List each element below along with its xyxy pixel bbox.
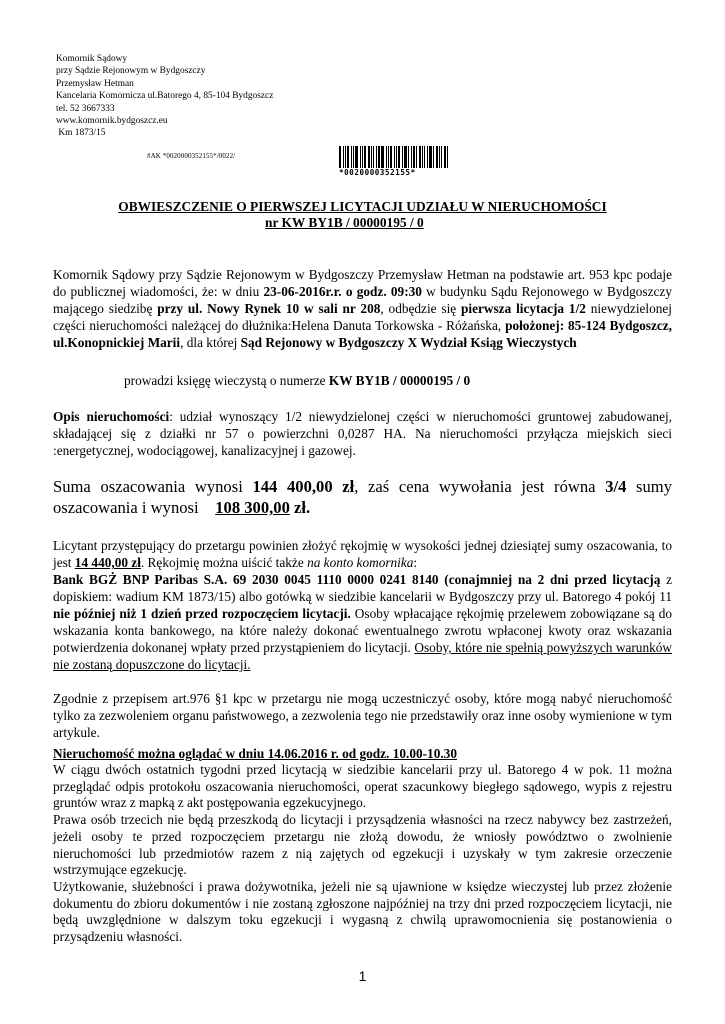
barcode-stripe <box>345 146 346 168</box>
barcode-stripe <box>386 146 387 168</box>
barcode-stripe <box>394 146 395 168</box>
barcode-stripe <box>419 146 421 168</box>
header-line: Komornik Sądowy <box>56 54 128 64</box>
easements-text: Użytkowanie, służebności i prawa dożywotnika, jeżeli nie są ujawnione w księdze wieczystej lub przez złożenie dokumentu do zbioru dokumentów i nie zostaną zgłoszone najpóźniej na trzy dni przed rozpoczęciem licytacji, nie będą uwzględnione w dalszym toku egzekucji i wygasną z chwilą uprawomocnienia się postanowienia o przysądzeniu własności. <box>53 878 672 945</box>
barcode-stripe <box>427 146 428 168</box>
barcode-stripe <box>355 146 358 168</box>
participant-restriction: Zgodnie z przepisem art.976 §1 kpc w przetargu nie mogą uczestniczyć osoby, które mogą nabyć nieruchomość tylko za zezwoleniem organu państwowego, a zezwolenia tego nie przedstawiły oraz inne osoby wymienione w tym artykule. <box>53 691 672 740</box>
barcode-stripe <box>408 146 409 168</box>
barcode-stripe <box>404 146 407 168</box>
page-number: 1 <box>358 968 367 984</box>
barcode-stripe <box>360 146 361 168</box>
barcode-stripe <box>378 146 380 168</box>
barcode-stripe <box>362 146 363 168</box>
barcode-stripe <box>368 146 370 168</box>
barcode-stripe <box>381 146 384 168</box>
header-line: Km 1873/15 <box>56 128 106 139</box>
barcode-stripe <box>402 146 403 168</box>
barcode-stripe <box>390 146 392 168</box>
barcode-stripe <box>433 146 434 168</box>
notice-title: OBWIESZCZENIE O PIERWSZEJ LICYTACJI UDZIAŁU W NIERUCHOMOŚCI <box>118 199 607 214</box>
barcode-stripe <box>351 146 352 168</box>
barcode-stripe <box>396 146 397 168</box>
barcode-stripe <box>347 146 349 168</box>
auction-announcement: Komornik Sądowy przy Sądzie Rejonowym w Bydgoszczy Przemysław Hetman na podstawie art. 953 kpc podaje do publicznej wiadomości, że: w dniu 23-06-2016r.r. o godz. 09:30 w budynku Sądu Rejonowego w Bydgoszczy mającego siedzibę przy ul. Nowy Rynek 10 w sali nr 208, odbędzie się pierwsza licytacja 1/2 niewydzielonej części nieruchomości należącej do dłużnika:Helena Danuta Torkowska - Różańska, położonej: 85-124 Bydgoszcz, ul.Konopnickiej Marii, dla której Sąd Rejonowy w Bydgoszczy X Wydział Ksiąg Wieczystych <box>53 267 673 350</box>
header-line: www.komornik.bydgoszcz.eu <box>56 116 168 127</box>
barcode-stripe <box>343 146 344 168</box>
header-line: Przemysław Hetman <box>56 78 134 89</box>
barcode-stripe <box>416 146 417 168</box>
barcode-stripe <box>413 146 415 168</box>
barcode-stripe <box>373 146 374 168</box>
valuation-paragraph: Suma oszacowania wynosi 144 400,00 zł, zaś cena wywołania jest równa 3/4 sumy oszacowania i wynosi 108 300,00 zł. <box>53 477 677 517</box>
barcode-stripe <box>339 146 341 168</box>
viewing-date: Nieruchomość można oglądać w dniu 14.06.2016 r. od godz. 10.00-10.30 <box>53 746 457 761</box>
documents-review-text: W ciągu dwóch ostatnich tygodni przed licytacją w siedzibie kancelarii przy ul. Batorego 4 w pok. 11 można przeglądać odpis protokołu oszacowania nieruchomości, operat szacunkowy biegłego sądowego, wypis z rejestru gruntów wraz z mapką z akt postępowania egzekucyjnego. <box>53 762 672 811</box>
barcode-stripe <box>364 146 366 168</box>
barcode-text: *0020000352155* <box>339 168 416 177</box>
barcode-stripe <box>429 146 432 168</box>
barcode-stripe <box>436 146 438 168</box>
property-description: Opis nieruchomości: udział wynoszący 1/2 niewydzielonej części w nieruchomości gruntowej zabudowanej, składającej się z działki nr 57 o powierzchni 0,0287 HA. Na nieruchomości przyłącza miejskich sieci :energetycznej, wodociągowej, kanalizacyjnej i gazowej. <box>53 409 672 458</box>
barcode-bars <box>339 146 449 168</box>
barcode-stripe <box>353 146 354 168</box>
barcode-stripe <box>376 146 377 168</box>
barcode-stripe <box>439 146 440 168</box>
document-code: #AK *0020000352155*/0022/ <box>147 152 236 160</box>
barcode-stripe <box>411 146 412 168</box>
barcode <box>339 146 449 176</box>
header-line: Kancelaria Komornicza ul.Batorego 4, 85-104 Bydgoszcz <box>56 91 274 102</box>
bailiff-header <box>56 53 273 140</box>
barcode-stripe <box>371 146 372 168</box>
barcode-stripe <box>441 146 442 168</box>
notice-kw-number: nr KW BY1B / 00000195 / 0 <box>265 215 424 230</box>
third-party-rights-text: Prawa osób trzecich nie będą przeszkodą do licytacji i przysądzenia własności na rzecz nabywcy bez zastrzeżeń, jeżeli osoby te przed rozpoczęciem przetargu nie złożą dowodu, że wniosły powództwo o zwolnienie nieruchomości lub przedmiotów razem z nią zajętych od egzekucji i uzyskały w tym zakresie orzeczenie wstrzymujące egzekucję. <box>53 812 672 878</box>
barcode-stripe <box>388 146 389 168</box>
header-line: tel. 52 3667333 <box>56 103 115 114</box>
barcode-stripe <box>444 146 446 168</box>
barcode-stripe <box>422 146 423 168</box>
header-line: przy Sądzie Rejonowym w Bydgoszczy <box>56 66 206 77</box>
barcode-stripe <box>447 146 448 168</box>
additional-terms <box>53 762 672 946</box>
barcode-stripe <box>398 146 400 168</box>
deposit-paragraph: Licytant przystępujący do przetargu powinien złożyć rękojmię w wysokości jednej dziesiątej sumy oszacowania, to jest 14 440,00 zł. Rękojmię można uiścić także na konto komornika: Bank BGŻ BNP Paribas S.A. 69 2030 0045 1110 0000 0241 8140 (conajmniej na 2 dni przed licytacją z dopiskiem: wadium KM 1873/15) albo gotówką w siedzibie kancelarii w Bydgoszczy przy ul. Batorego 4 pokój 11 nie później niż 1 dzień przed rozpoczęciem licytacji. Osoby wpłacające rękojmię przelewem zobowiązane są do wskazania konta bankowego, na które należy dokonać ewentualnego zwrotu wpłaconej kwoty oraz wskazania potwierdzenia dokonanej wpłaty przed przystąpieniem do licytacji. Osoby, które nie spełnią powyższych warunków nie zostaną dopuszczone do licytacji. <box>53 538 672 672</box>
land-register-line: prowadzi księgę wieczystą o numerze KW BY1B / 00000195 / 0 <box>124 373 471 388</box>
barcode-stripe <box>424 146 425 168</box>
